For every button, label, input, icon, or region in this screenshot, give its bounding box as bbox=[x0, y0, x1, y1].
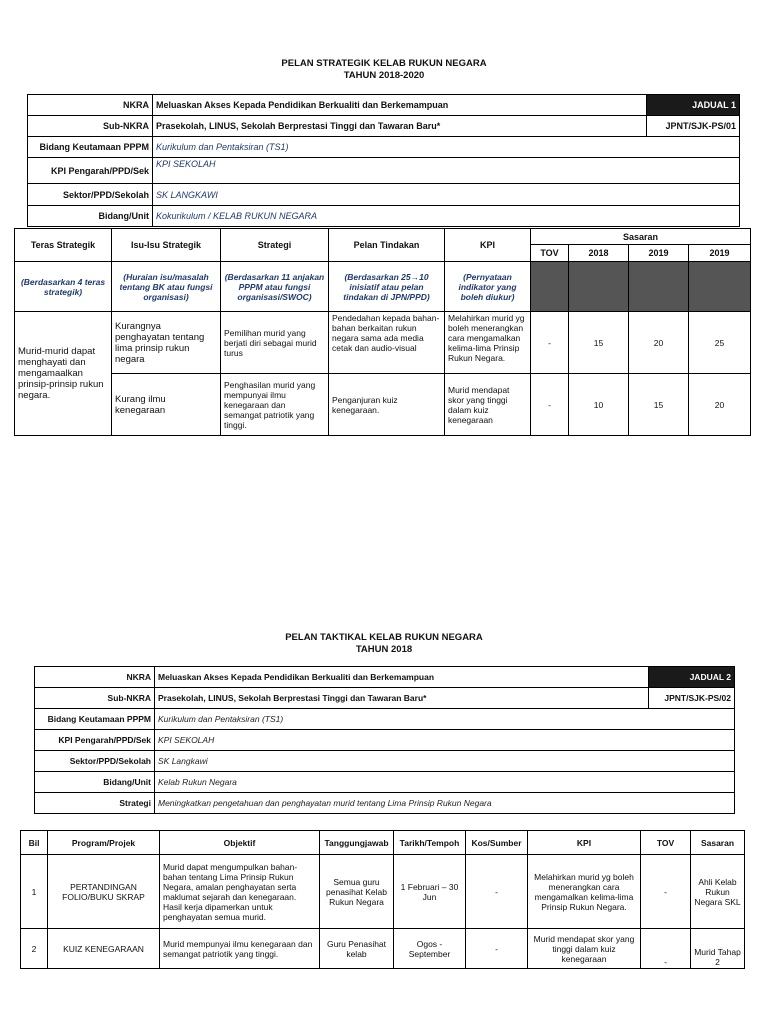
pelan-cell: Pendedahan kepada bahan-bahan berkaitan rukun negara sama ada media cetak dan audio-visual bbox=[329, 312, 445, 374]
tov-cell: - bbox=[531, 374, 569, 436]
info-value: Kurikulum dan Pentaksiran (TS1) bbox=[155, 709, 735, 730]
shaded-cell bbox=[569, 262, 629, 312]
kpi-cell: Murid mendapat skor yang tinggi dalam kuiz kenegaraan bbox=[445, 374, 531, 436]
jadual-badge: JADUAL 2 bbox=[649, 667, 735, 688]
shaded-cell bbox=[629, 262, 689, 312]
note-strategi: (Berdasarkan 11 anjakan PPPM atau fungsi organisasi/SWOC) bbox=[221, 262, 329, 312]
header-pelan: Pelan Tindakan bbox=[329, 229, 445, 262]
header-kpi: KPI bbox=[445, 229, 531, 262]
header-strategi: Strategi bbox=[221, 229, 329, 262]
tarikh-cell: Ogos - September bbox=[394, 929, 466, 969]
kpi-cell: Melahirkan murid yg boleh menerangkan cara mengamalkan kelima-lima Prinsip Rukun Negara. bbox=[528, 855, 641, 929]
plan1-info-table bbox=[27, 94, 740, 227]
bil-cell: 2 bbox=[21, 929, 48, 969]
form-code: JPNT/SJK-PS/01 bbox=[647, 116, 740, 137]
tanggungjawab-cell: Guru Penasihat kelab bbox=[320, 929, 394, 969]
info-value: Meningkatkan pengetahuan dan penghayatan murid tentang Lima Prinsip Rukun Negara bbox=[155, 793, 735, 814]
header-bil: Bil bbox=[21, 831, 48, 855]
kpi-cell: Murid mendapat skor yang tinggi dalam kuiz kenegaraan bbox=[528, 929, 641, 969]
jadual-badge: JADUAL 1 bbox=[647, 95, 740, 116]
info-label: Bidang Keutamaan PPPM bbox=[28, 137, 153, 158]
info-value: SK Langkawi bbox=[155, 751, 735, 772]
tanggungjawab-cell: Semua guru penasihat Kelab Rukun Negara bbox=[320, 855, 394, 929]
header-year: 2019 bbox=[629, 245, 689, 262]
header-isu: Isu-Isu Strategik bbox=[112, 229, 221, 262]
plan1-strategy-table bbox=[14, 228, 751, 436]
tov-cell: - bbox=[641, 855, 691, 929]
note-kpi: (Pernyataan indikator yang boleh diukur) bbox=[445, 262, 531, 312]
isu-cell: Kurang ilmu kenegaraan bbox=[112, 374, 221, 436]
info-label: Sektor/PPD/Sekolah bbox=[35, 751, 155, 772]
tov-cell: - bbox=[641, 929, 691, 969]
header-tov: TOV bbox=[641, 831, 691, 855]
header-year: 2018 bbox=[569, 245, 629, 262]
header-kos: Kos/Sumber bbox=[466, 831, 528, 855]
info-label: Strategi bbox=[35, 793, 155, 814]
info-value: Meluaskan Akses Kepada Pendidikan Berkualiti dan Berkemampuan bbox=[155, 667, 649, 688]
sasaran-cell: Murid Tahap 2 bbox=[691, 929, 745, 969]
info-label: NKRA bbox=[35, 667, 155, 688]
tov-cell: - bbox=[531, 312, 569, 374]
target-cell: 20 bbox=[689, 374, 751, 436]
info-value: Prasekolah, LINUS, Sekolah Berprestasi Tinggi dan Tawaran Baru* bbox=[155, 688, 649, 709]
info-label: Sub-NKRA bbox=[28, 116, 153, 137]
info-value: SK LANGKAWI bbox=[153, 184, 740, 206]
note-isu: (Huraian isu/masalah tentang BK atau fungsi organisasi) bbox=[112, 262, 221, 312]
pelan-cell: Penganjuran kuiz kenegaraan. bbox=[329, 374, 445, 436]
note-pelan: (Berdasarkan 25→10 inisiatif atau pelan tindakan di JPN/PPD) bbox=[329, 262, 445, 312]
header-year: 2019 bbox=[689, 245, 751, 262]
plan2-title: PELAN TAKTIKAL KELAB RUKUN NEGARA bbox=[285, 632, 483, 643]
info-value: KPI SEKOLAH bbox=[153, 158, 740, 184]
info-label: Bidang/Unit bbox=[35, 772, 155, 793]
info-label: KPI Pengarah/PPD/Sek bbox=[35, 730, 155, 751]
header-objektif: Objektif bbox=[160, 831, 320, 855]
tarikh-cell: 1 Februari – 30 Jun bbox=[394, 855, 466, 929]
sasaran-cell: Ahli Kelab Rukun Negara SKL bbox=[691, 855, 745, 929]
program-cell: KUIZ KENEGARAAN bbox=[48, 929, 160, 969]
shaded-cell bbox=[689, 262, 751, 312]
shaded-cell bbox=[531, 262, 569, 312]
info-value: Kurikulum dan Pentaksiran (TS1) bbox=[153, 137, 740, 158]
info-label: Sub-NKRA bbox=[35, 688, 155, 709]
plan2-info-table bbox=[34, 666, 735, 814]
target-cell: 20 bbox=[629, 312, 689, 374]
header-sasaran: Sasaran bbox=[531, 229, 751, 245]
info-label: Sektor/PPD/Sekolah bbox=[28, 184, 153, 206]
form-code: JPNT/SJK-PS/02 bbox=[649, 688, 735, 709]
info-value: KPI SEKOLAH bbox=[155, 730, 735, 751]
header-teras: Teras Strategik bbox=[15, 229, 112, 262]
isu-cell: Kurangnya penghayatan tentang lima prinsip rukun negara bbox=[112, 312, 221, 374]
plan2-year: TAHUN 2018 bbox=[355, 644, 413, 655]
header-kpi: KPI bbox=[528, 831, 641, 855]
strategi-cell: Penghasilan murid yang mempunyai ilmu kenegaraan dan semangat patriotik yang tinggi. bbox=[221, 374, 329, 436]
header-program: Program/Projek bbox=[48, 831, 160, 855]
bil-cell: 1 bbox=[21, 855, 48, 929]
header-tanggungjawab: Tanggungjawab bbox=[320, 831, 394, 855]
objektif-cell: Murid mempunyai ilmu kenegaraan dan semangat patriotik yang tinggi. bbox=[160, 929, 320, 969]
target-cell: 15 bbox=[569, 312, 629, 374]
target-cell: 10 bbox=[569, 374, 629, 436]
plan1-year: TAHUN 2018-2020 bbox=[343, 70, 425, 81]
target-cell: 25 bbox=[689, 312, 751, 374]
note-teras: (Berdasarkan 4 teras strategik) bbox=[15, 262, 112, 312]
info-value: Meluaskan Akses Kepada Pendidikan Berkualiti dan Berkemampuan bbox=[153, 95, 647, 116]
target-cell: 15 bbox=[629, 374, 689, 436]
info-label: NKRA bbox=[28, 95, 153, 116]
info-label: KPI Pengarah/PPD/Sek bbox=[28, 158, 153, 184]
teras-value: Murid-murid dapat menghayati dan mengamaalkan prinsip-prinsip rukun negara. bbox=[15, 312, 112, 436]
program-cell: PERTANDINGAN FOLIO/BUKU SKRAP bbox=[48, 855, 160, 929]
kos-cell: - bbox=[466, 855, 528, 929]
header-tarikh: Tarikh/Tempoh bbox=[394, 831, 466, 855]
info-label: Bidang Keutamaan PPPM bbox=[35, 709, 155, 730]
kos-cell: - bbox=[466, 929, 528, 969]
plan2-tactical-table bbox=[20, 830, 745, 969]
info-value: Prasekolah, LINUS, Sekolah Berprestasi Tinggi dan Tawaran Baru* bbox=[153, 116, 647, 137]
plan1-title: PELAN STRATEGIK KELAB RUKUN NEGARA bbox=[281, 58, 487, 69]
strategi-cell: Pemilihan murid yang berjati diri sebagai murid turus bbox=[221, 312, 329, 374]
info-value: Kelab Rukun Negara bbox=[155, 772, 735, 793]
kpi-cell: Melahirkan murid yg boleh menerangkan cara mengamalkan kelima-lima Prinsip Rukun Negara. bbox=[445, 312, 531, 374]
objektif-cell: Murid dapat mengumpulkan bahan-bahan tentang Lima Prinsip Rukun Negara, amalan penghayatan serta maklumat sejarah dan kenegaraan. Hasil kerja dipamerkan untuk penghayatan semua murid. bbox=[160, 855, 320, 929]
header-sasaran: Sasaran bbox=[691, 831, 745, 855]
header-tov: TOV bbox=[531, 245, 569, 262]
info-label: Bidang/Unit bbox=[28, 206, 153, 227]
info-value: Kokurikulum / KELAB RUKUN NEGARA bbox=[153, 206, 740, 227]
